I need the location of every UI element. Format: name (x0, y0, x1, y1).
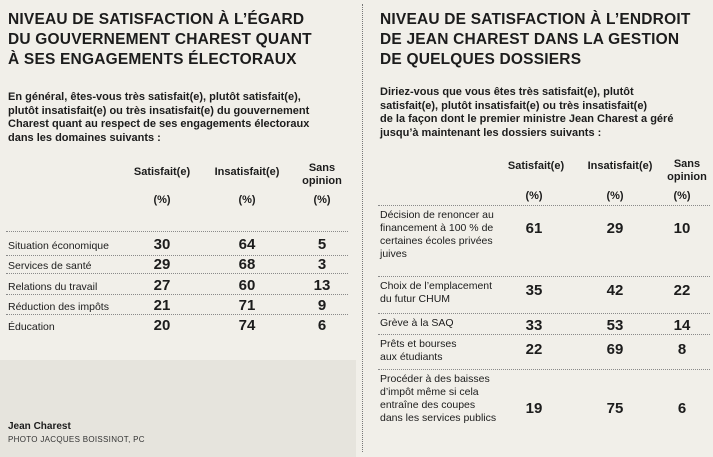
right-question-line: jusqu’à maintenant les dossiers suivants : (380, 126, 602, 139)
row-label-line: aux étudiants (380, 351, 443, 363)
right-table-row (378, 334, 710, 368)
value-satisfait: 30 (153, 236, 171, 253)
row-label: Réduction des impôts (8, 301, 109, 313)
left-question (8, 91, 353, 145)
left-unit: (%) (238, 194, 256, 206)
value-satisfait: 61 (525, 220, 543, 237)
value-satisfait: 20 (153, 317, 171, 334)
right-table-row (378, 205, 710, 274)
right-col-sans-opinion: Sans opinion (667, 158, 707, 183)
value-insatisfait: 64 (238, 236, 256, 253)
right-title (380, 10, 691, 70)
left-table-row (6, 294, 348, 315)
right-title-line: NIVEAU DE SATISFACTION À L’ENDROIT (380, 11, 691, 28)
value-insatisfait: 42 (606, 282, 624, 299)
left-unit: (%) (153, 194, 171, 206)
right-unit: (%) (606, 190, 624, 202)
row-label (380, 280, 492, 306)
row-label-line: du futur CHUM (380, 293, 451, 305)
caption-name: Jean Charest (8, 421, 71, 432)
right-question-line: satisfait(e), plutôt insatisfait(e) ou très insatisfait(e) (380, 99, 648, 112)
value-sans-opinion: 6 (677, 400, 687, 417)
left-title (8, 10, 312, 70)
left-table-row (6, 255, 348, 274)
row-label-line: Choix de l’emplacement (380, 280, 493, 292)
row-label-line: Procéder à des baisses (380, 373, 490, 385)
row-label (380, 373, 496, 425)
value-insatisfait: 29 (606, 220, 624, 237)
value-insatisfait: 68 (238, 256, 256, 273)
right-col-insatisfait: Insatisfait(e) (587, 160, 653, 172)
row-label: Services de santé (8, 260, 92, 272)
left-col-sans-opinion: Sans opinion (302, 162, 342, 187)
row-label-line: financement à 100 % de (380, 222, 494, 234)
value-insatisfait: 75 (606, 400, 624, 417)
left-question-line: En général, êtes-vous très satisfait(e), plutôt satisfait(e), (8, 91, 301, 103)
row-label-line: dans les services publics (380, 412, 497, 424)
row-label-line: certaines écoles privées (380, 235, 493, 247)
row-label-line: Grève à la SAQ (380, 317, 454, 329)
value-sans-opinion: 6 (317, 317, 327, 334)
value-insatisfait: 74 (238, 317, 256, 334)
left-unit: (%) (313, 194, 331, 206)
value-sans-opinion: 3 (317, 256, 327, 273)
row-label-line: juives (380, 248, 407, 260)
row-label (380, 338, 456, 364)
right-title-line: DE JEAN CHAREST DANS LA GESTION (380, 31, 680, 48)
left-title-line: NIVEAU DE SATISFACTION À L’ÉGARD (8, 11, 305, 28)
left-title-line: DU GOUVERNEMENT CHAREST QUANT (8, 31, 312, 48)
value-sans-opinion: 14 (673, 317, 691, 334)
value-insatisfait: 60 (238, 277, 256, 294)
value-satisfait: 21 (153, 297, 171, 314)
left-table-row (6, 273, 348, 295)
right-question (380, 86, 710, 140)
value-satisfait: 29 (153, 256, 171, 273)
left-question-line: Charest quant au respect de ses engagements électoraux (8, 118, 310, 130)
right-table-row (378, 276, 710, 311)
row-label (380, 209, 494, 261)
value-insatisfait: 69 (606, 341, 624, 358)
value-satisfait: 22 (525, 341, 543, 358)
left-question-line: plutôt insatisfait(e) ou très insatisfait(e) du gouvernement (8, 104, 310, 117)
value-sans-opinion: 13 (313, 277, 331, 294)
value-sans-opinion: 22 (673, 282, 691, 299)
value-satisfait: 33 (525, 317, 543, 334)
row-label: Éducation (8, 321, 55, 333)
value-sans-opinion: 8 (677, 341, 687, 358)
left-table-row (6, 314, 348, 335)
left-panel (0, 0, 356, 457)
column-divider (362, 4, 363, 452)
value-insatisfait: 71 (238, 297, 256, 314)
value-sans-opinion: 9 (317, 297, 327, 314)
value-satisfait: 35 (525, 282, 543, 299)
row-label: Situation économique (8, 240, 109, 252)
right-panel (372, 0, 713, 457)
right-question-line: de la façon dont le premier ministre Jean Charest a géré (380, 113, 674, 125)
left-question-line: dans les domaines suivants : (8, 131, 161, 144)
caption-photo-credit: PHOTO JACQUES BOISSINOT, PC (8, 435, 145, 444)
right-table-row (378, 313, 710, 334)
value-satisfait: 19 (525, 400, 543, 417)
row-label (380, 317, 454, 330)
right-table-row (378, 369, 710, 440)
row-label-line: d’impôt même si cela (380, 386, 479, 398)
row-label-line: Décision de renoncer au (380, 209, 494, 221)
value-satisfait: 27 (153, 277, 171, 294)
row-label-line: entraîne des coupes (380, 399, 476, 411)
right-col-satisfait: Satisfait(e) (507, 160, 565, 172)
value-insatisfait: 53 (606, 317, 624, 334)
right-unit: (%) (673, 190, 691, 202)
left-title-line: À SES ENGAGEMENTS ÉLECTORAUX (8, 51, 297, 68)
value-sans-opinion: 5 (317, 236, 327, 253)
value-sans-opinion: 10 (673, 220, 691, 237)
row-label: Relations du travail (8, 281, 98, 293)
left-col-satisfait: Satisfait(e) (133, 166, 191, 178)
right-unit: (%) (525, 190, 543, 202)
right-question-line: Diriez-vous que vous êtes très satisfait(e), plutôt (380, 86, 634, 98)
row-label-line: Prêts et bourses (380, 338, 457, 350)
left-table-row (6, 231, 348, 254)
left-col-insatisfait: Insatisfait(e) (214, 166, 280, 178)
right-title-line: DE QUELQUES DOSSIERS (380, 51, 582, 68)
